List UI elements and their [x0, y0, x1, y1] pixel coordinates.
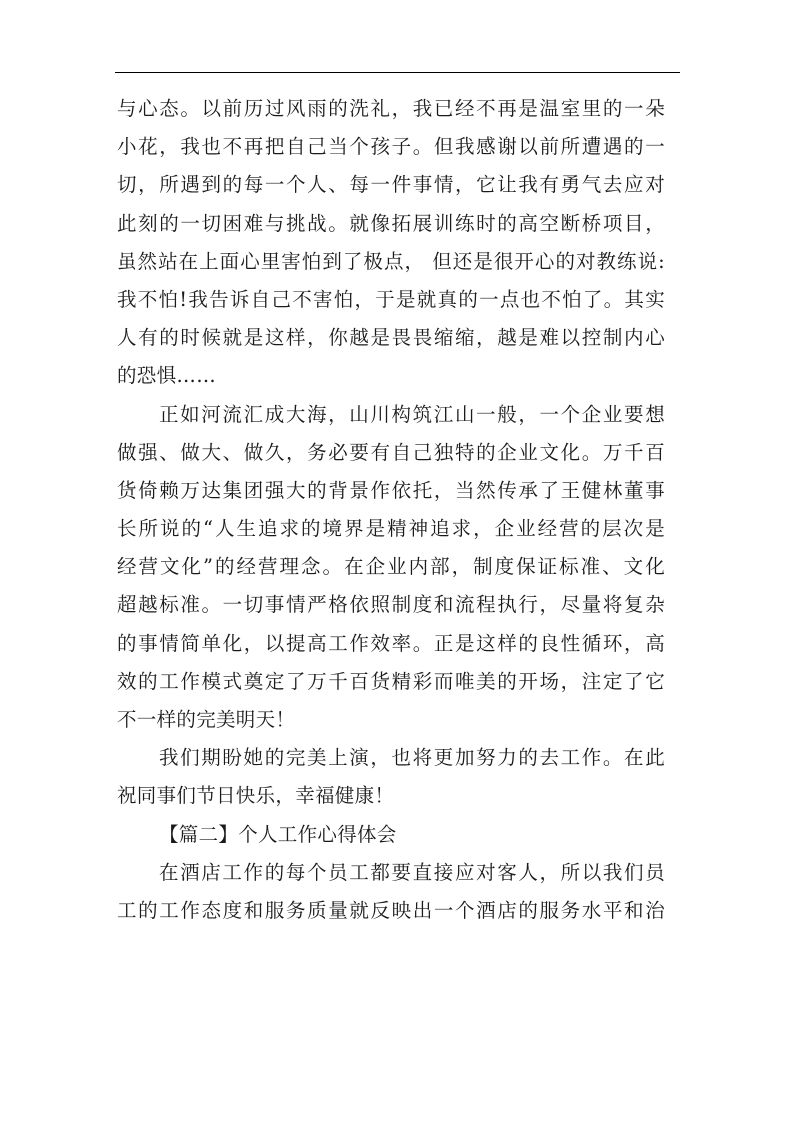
text-line: 切，所遇到的每一个人、每一件事情，它让我有勇气去应对	[117, 173, 665, 197]
text-line: 我不怕!我告诉自己不害怕，于是就真的一点也不怕了。其实	[117, 287, 665, 311]
text-line: 祝同事们节日快乐，幸福健康！	[117, 784, 395, 808]
text-line: 经营文化”的经营理念。在企业内部，制度保证标准、文化	[117, 555, 665, 579]
text-line: 超越标准。一切事情严格依照制度和流程执行，尽量将复杂	[117, 593, 665, 617]
header-rule	[115, 72, 680, 73]
text-line: 在酒店工作的每个员工都要直接应对客人，所以我们员	[159, 860, 665, 884]
text-line: 工的工作态度和服务质量就反映出一个酒店的服务水平和治	[117, 898, 665, 922]
text-line: 不一样的完美明天！	[117, 708, 296, 731]
text-line: 与心态。以前历过风雨的洗礼，我已经不再是温室里的一朵	[117, 97, 665, 120]
text-line: 正如河流汇成大海，山川构筑江山一般，一个企业要想	[159, 402, 665, 426]
text-line: 做强、做大、做久，务必要有自己独特的企业文化。万千百	[117, 440, 665, 464]
text-line: 人有的时候就是这样，你越是畏畏缩缩，越是难以控制内心	[117, 326, 665, 350]
document-body	[117, 90, 665, 930]
text-line: 效的工作模式奠定了万千百货精彩而唯美的开场，注定了它	[117, 669, 665, 693]
text-line: 小花，我也不再把自己当个孩子。但我感谢以前所遭遇的一	[117, 135, 665, 159]
text-line: 此刻的一切困难与挑战。就像拓展训练时的高空断桥项目，	[117, 211, 665, 235]
text-line: 长所说的“人生追求的境界是精神追求，企业经营的层次是	[117, 517, 665, 541]
text-line: 货倚赖万达集团强大的背景作依托，当然传承了王健林董事	[117, 478, 665, 502]
text-line: 【篇二】个人工作心得体会	[159, 822, 397, 846]
text-line: 我们期盼她的完美上演，也将更加努力的去工作。在此	[159, 746, 665, 770]
text-line: 的恐惧……	[117, 364, 216, 388]
text-line: 虽然站在上面心里害怕到了极点， 但还是很开心的对教练说:	[117, 249, 665, 273]
text-line: 的事情简单化，以提高工作效率。正是这样的良性循环，高	[117, 631, 665, 655]
